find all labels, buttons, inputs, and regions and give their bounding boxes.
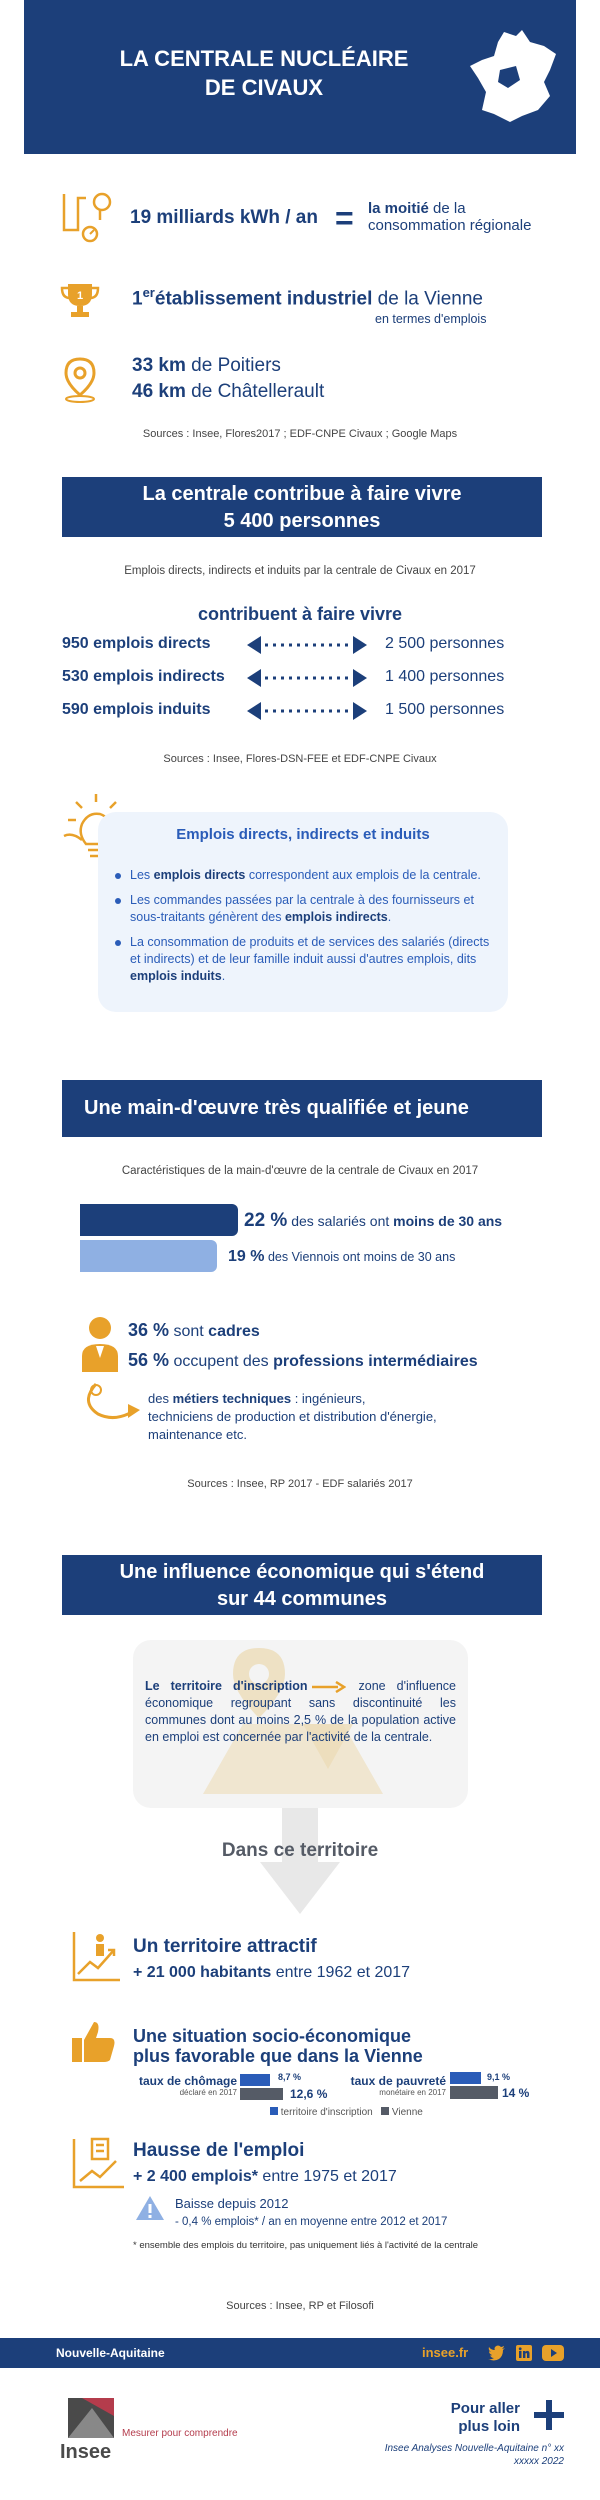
unemployment-bar-territory [240,2074,270,2086]
header-banner [24,0,576,154]
poverty-value-territory: 9,1 % [487,2072,511,2082]
workforce-banner: Une main-d'œuvre très qualifiée et jeune [62,1080,542,1137]
employment-chart-icon [70,2135,126,2193]
jobs-row-direct [62,633,542,657]
intro-sources: Sources : Insee, Flores2017 ; EDF-CNPE Civaux ; Google Maps [142,428,458,440]
curved-arrow-icon [82,1378,146,1426]
legend-label-territory: territoire d'inscription [280,2107,373,2118]
age-bar-vienne-label: 19 % des Viennois ont moins de 30 ans [228,1248,456,1265]
socio-title: Une situation socio-économique plus favorable que dans la Vienne [133,2026,423,2066]
jobs-row-label: 590 emplois induits [62,701,211,718]
youtube-icon[interactable] [542,2345,564,2361]
age-bar-employees-label: 22 % des salariés ont moins de 30 ans [244,1210,503,1231]
insee-logo-name: Insee [60,2441,112,2463]
growth-chart-icon [70,1930,122,1986]
poverty-bar-territory [450,2072,481,2084]
unemployment-label: taux de chômage déclaré en 2017 [138,2074,237,2097]
go-further-link[interactable]: Pour aller plus loin [450,2400,520,2435]
unemployment-value-territory: 8,7 % [278,2072,302,2082]
double-arrow-icon [247,700,367,722]
definition-induced: La consommation de produits et de services des salariés (directs et indirects) et de leur famille induit aussi d'autres emplois, dits emplois induits. [112,934,497,985]
jobs-row-value: 1 500 personnes [385,701,505,718]
legend-swatch-territory [270,2107,278,2115]
in-this-territory: Dans ce territoire [221,1840,379,1861]
definitions-list [112,867,497,993]
publication-reference: Insee Analyses Nouvelle-Aquitaine n° xx xxxxx 2022 [384,2443,564,2467]
energy-bulb-icon [60,190,120,246]
socio-legend [270,2107,423,2118]
jobs-banner: La centrale contribue à faire vivre 5 400 personnes [62,477,542,537]
cadres-line: 36 % sont cadres [128,1320,260,1340]
unemployment-bar-vienne [240,2088,283,2100]
attractive-title: Un territoire attractif [133,1936,317,1957]
person-icon [78,1316,122,1376]
footer-bar [0,2338,600,2368]
arrow-right-icon [310,1681,346,1693]
territory-definition: Le territoire d'inscription zone d'influence économique regroupant sans discontinuité les communes dont au moins 2,5 % de la population active en emploi est concernée par l'activité de la centrale. [145,1679,456,1744]
decline-title: Baisse depuis 2012 [175,2196,289,2211]
footnote: * ensemble des emplois du territoire, pas uniquement liés à l'activité de la centrale [133,2240,479,2251]
distance-poitiers: 33 km de Poitiers [132,355,281,376]
definitions-title: Emplois directs, indirects et induits [176,826,430,843]
territory-box [133,1640,468,1808]
age-bar-vienne [80,1240,217,1272]
poverty-value-vienne: 14 % [502,2086,530,2100]
thumbs-up-icon [70,2020,116,2064]
jobs-row-value: 1 400 personnes [385,668,505,685]
technical-jobs-text: des métiers techniques : ingénieurs, techniciens de production et distribution d'énergie, maintenance etc. [148,1391,437,1442]
jobs-subtitle: Emplois directs, indirects et induits par la centrale de Civaux en 2017 [124,565,476,577]
definition-direct: Les emplois directs correspondent aux emplois de la centrale. [112,867,497,884]
trophy-icon [60,280,100,320]
equals-sign: = [335,200,354,236]
intermediate-line: 56 % occupent des professions intermédiaires [128,1350,478,1370]
insee-tagline: Mesurer pour comprendre [122,2428,238,2439]
workforce-subtitle: Caractéristiques de la main-d'œuvre de la centrale de Civaux en 2017 [121,1165,479,1177]
double-arrow-icon [247,634,367,656]
warning-icon [134,2194,166,2222]
location-pin-icon [60,355,100,403]
jobs-sources: Sources : Insee, Flores-DSN-FEE et EDF-CNPE Civaux [163,753,437,765]
poverty-label: taux de pauvreté monétaire en 2017 [350,2074,446,2097]
rank-subtitle: en termes d'emplois [375,312,487,326]
linkedin-icon[interactable] [516,2345,532,2361]
production-value: 19 milliards kWh / an [130,207,318,228]
site-link[interactable]: insee.fr [422,2345,469,2360]
influence-sources: Sources : Insee, RP et Filosofi [226,2300,374,2312]
workforce-sources: Sources : Insee, RP 2017 - EDF salariés 2017 [187,1478,413,1490]
decline-value: - 0,4 % emplois* / an en moyenne entre 2012 et 2017 [175,2216,448,2228]
page-title: LA CENTRALE NUCLÉAIRE DE CIVAUX [119,46,409,100]
attractive-value: + 21 000 habitants entre 1962 et 2017 [133,1964,411,1981]
region-label: Nouvelle-Aquitaine [56,2346,165,2360]
employment-title: Hausse de l'emploi [133,2140,305,2161]
legend-label-vienne: Vienne [391,2107,423,2118]
influence-banner: Une influence économique qui s'étend sur 44 communes [62,1555,542,1615]
double-arrow-icon [247,667,367,689]
insee-logo [68,2398,114,2438]
jobs-row-value: 2 500 personnes [385,635,505,652]
definitions-box [98,812,508,1012]
legend-swatch-vienne [381,2107,389,2115]
poverty-bar-vienne [450,2086,498,2099]
unemployment-value-vienne: 12,6 % [290,2087,328,2101]
france-map-icon [464,26,564,126]
distance-chatellerault: 46 km de Châtellerault [132,381,325,402]
jobs-row-label: 950 emplois directs [62,635,211,652]
jobs-row-indirect [62,666,542,690]
arrow-header: contribuent à faire vivre [197,604,403,624]
plus-icon[interactable] [534,2400,564,2430]
production-ratio: la moitié de la consommation régionale [368,200,532,234]
age-bar-employees [80,1204,238,1236]
twitter-icon[interactable] [488,2345,506,2361]
svg-text:1: 1 [76,290,84,302]
jobs-row-induced [62,699,542,723]
jobs-row-label: 530 emplois indirects [62,668,225,685]
rank-line: 1erétablissement industriel de la Vienne [132,285,483,310]
employment-value: + 2 400 emplois* entre 1975 et 2017 [133,2168,397,2185]
definition-indirect: Les commandes passées par la centrale à des fournisseurs et sous-traitants génèrent des emplois indirects. [112,892,497,926]
